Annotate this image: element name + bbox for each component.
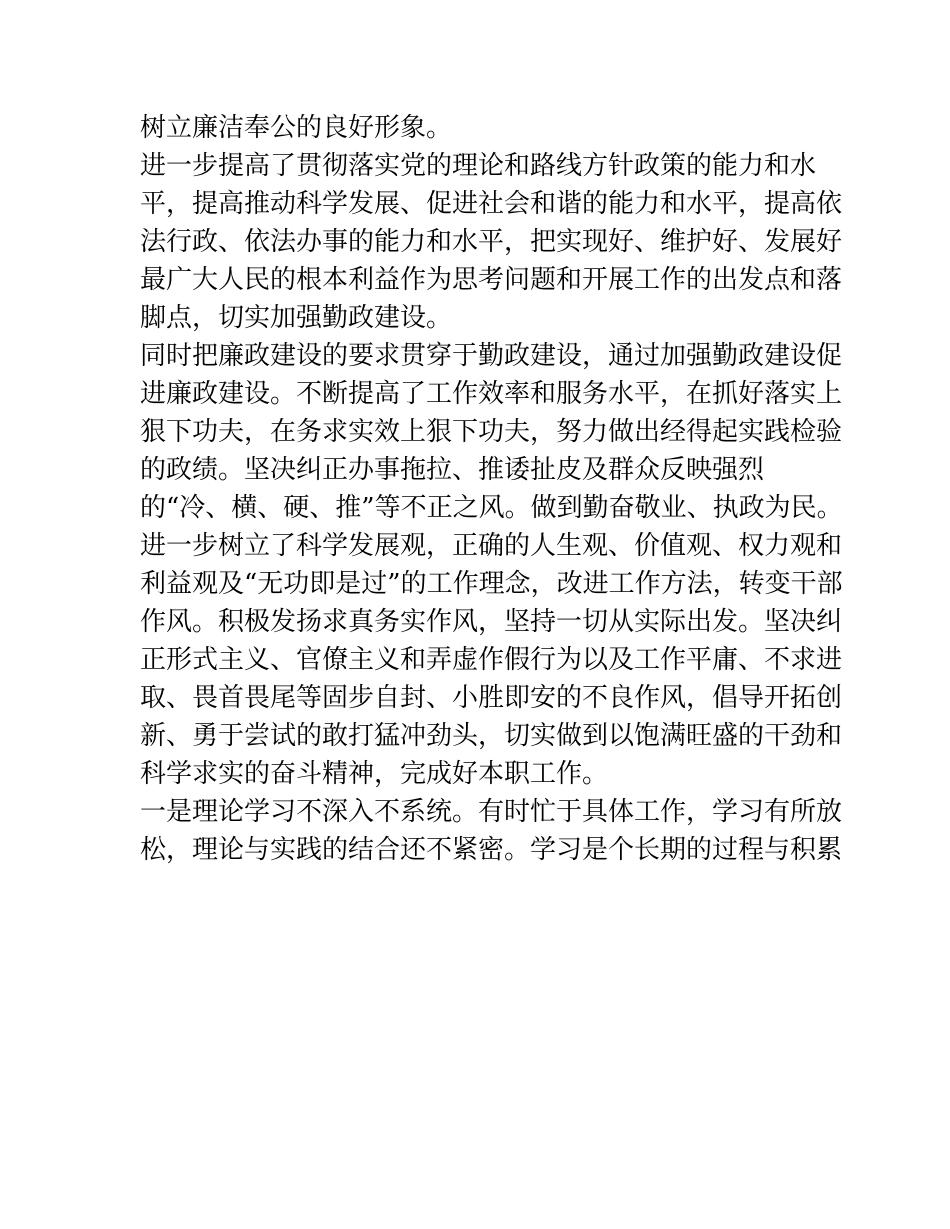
text-line: 脚点，切实加强勤政建设。 [140,303,453,333]
text-line: 的“冷、横、硬、推”等不正之风。做到勤奋敬业、执政为民。 [140,493,843,523]
text-line: 狠下功夫，在务求实效上狠下功夫，努力做出经得起实践检验 [140,417,843,447]
text-line: 科学求实的奋斗精神，完成好本职工作。 [140,759,609,789]
text-line: 一是理论学习不深入不系统。有时忙于具体工作，学习有所放 [140,797,843,827]
text-line: 法行政、依法办事的能力和水平，把实现好、维护好、发展好 [140,227,843,257]
text-line: 正形式主义、官僚主义和弄虚作假行为以及工作平庸、不求进 [140,645,843,675]
document-body [140,109,843,869]
text-line: 取、畏首畏尾等固步自封、小胜即安的不良作风，倡导开拓创 [140,683,843,713]
text-line: 作风。积极发扬求真务实作风，坚持一切从实际出发。坚决纠 [140,607,843,637]
text-line: 进一步提高了贯彻落实党的理论和路线方针政策的能力和水 [140,151,817,181]
text-line: 利益观及“无功即是过”的工作理念，改进工作方法，转变干部 [140,569,843,599]
text-line: 的政绩。坚决纠正办事拖拉、推诿扯皮及群众反映强烈 [140,455,765,485]
text-line: 平，提高推动科学发展、促进社会和谐的能力和水平，提高依 [140,189,843,219]
text-line: 最广大人民的根本利益作为思考问题和开展工作的出发点和落 [140,265,843,295]
text-line: 松，理论与实践的结合还不紧密。学习是个长期的过程与积累 [140,835,843,865]
text-line: 进一步树立了科学发展观，正确的人生观、价值观、权力观和 [140,531,843,561]
text-line: 新、勇于尝试的敢打猛冲劲头，切实做到以饱满旺盛的干劲和 [140,721,843,751]
text-line: 同时把廉政建设的要求贯穿于勤政建设，通过加强勤政建设促 [140,341,843,371]
text-line: 树立廉洁奉公的良好形象。 [140,113,453,143]
text-line: 进廉政建设。不断提高了工作效率和服务水平，在抓好落实上 [140,379,843,409]
